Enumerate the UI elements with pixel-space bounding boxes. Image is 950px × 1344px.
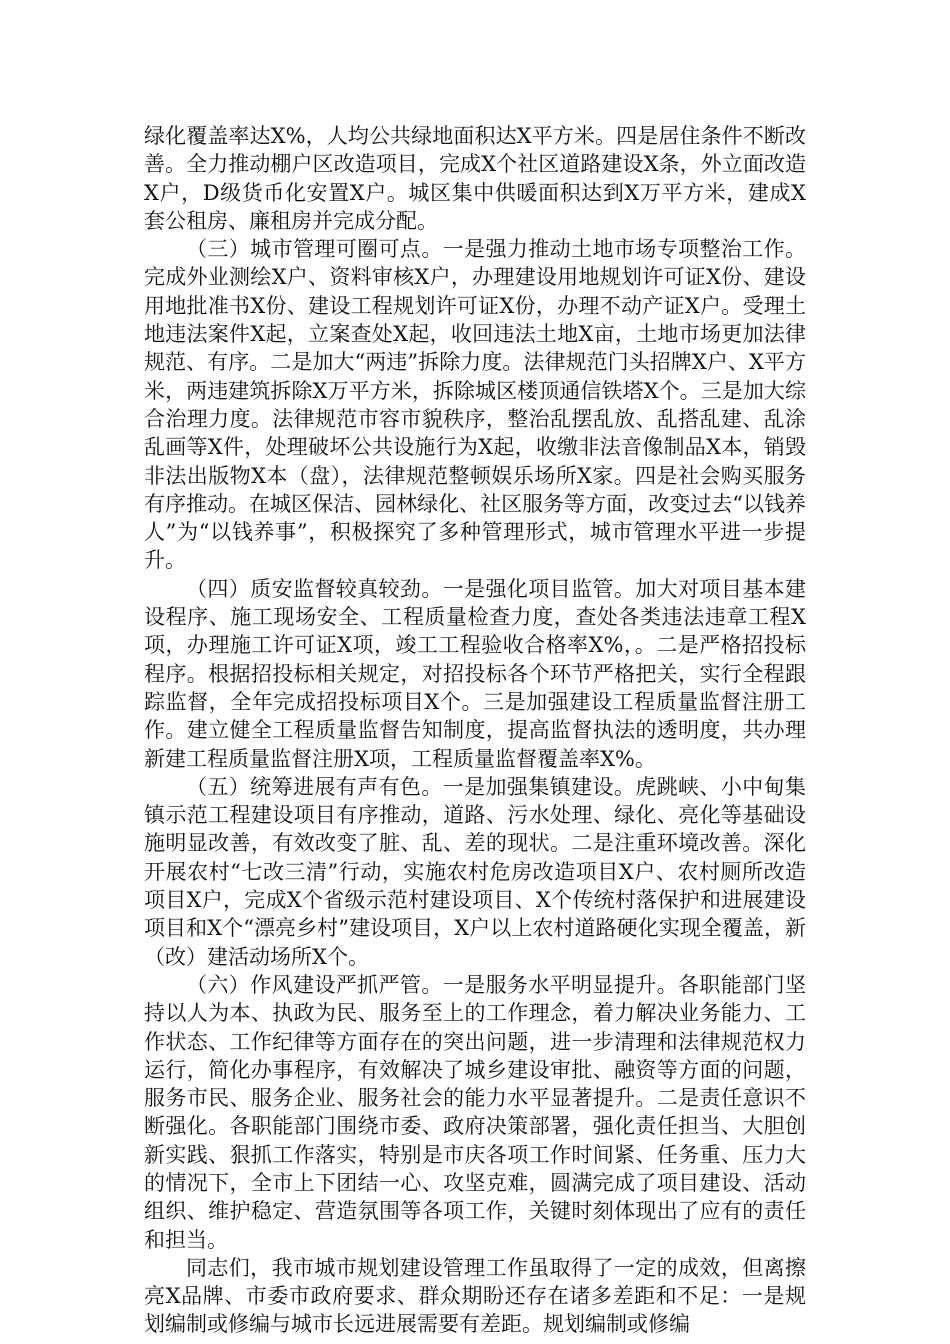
paragraph-shortcomings: 同志们，我市城市规划建设管理工作虽取得了一定的成效，但离擦亮X品牌、市委市政府要求、群众期盼还存在诸多差距和不足：一是规划编制或修编与城市长远进展需要有差距。规划编制或修编 xyxy=(144,1255,806,1337)
paragraph-greening-housing: 绿化覆盖率达X%，人均公共绿地面积达X平方米。四是居住条件不断改善。全力推动棚户区改造项目，完成X个社区道路建设X条，外立面改造X户，D级货币化安置X户。城区集中供暖面积达到X万平方米，建成X套公租房、廉租房并完成分配。 xyxy=(144,124,806,233)
paragraph-city-management: （三）城市管理可圈可点。一是强力推动土地市场专项整治工作。完成外业测绘X户、资料审核X户，办理建设用地规划许可证X份、建设用地批准书X份、建设工程规划许可证X份，办理不动产证X户。受理土地违法案件X起，立案查处X起，收回违法土地X亩，土地市场更加法律规范、有序。二是加大“两违”拆除力度。法律规范门头招牌X户、X平方米，两违建筑拆除X万平方米，拆除城区楼顶通信铁塔X个。三是加大综合治理力度。法律规范市容市貌秩序，整治乱摆乱放、乱搭乱建、乱涂乱画等X件，处理破坏公共设施行为X起，收缴非法音像制品X本，销毁非法出版物X本（盘），法律规范整顿娱乐场所X家。四是社会购买服务有序推动。在城区保洁、园林绿化、社区服务等方面，改变过去“以钱养人”为“以钱养事”，积极探究了多种管理形式，城市管理水平进一步提升。 xyxy=(144,237,806,573)
paragraph-work-style: （六）作风建设严抓严管。一是服务水平明显提升。各职能部门坚持以人为本、执政为民、服务至上的工作理念，着力解决业务能力、工作状态、工作纪律等方面存在的突出问题，进一步清理和法律规范权力运行，简化办事程序，有效解决了城乡建设审批、融资等方面的问题，服务市民、服务企业、服务社会的能力水平显著提升。二是责任意识不断强化。各职能部门围绕市委、政府决策部署，强化责任担当、大胆创新实践、狠抓工作落实，特别是市庆各项工作时间紧、任务重、压力大的情况下，全市上下团结一心、攻坚克难，圆满完成了项目建设、活动组织、维护稳定、营造氛围等各项工作，关键时刻体现出了应有的责任和担当。 xyxy=(144,972,806,1252)
paragraph-quality-safety-supervision: （四）质安监督较真较劲。一是强化项目监管。加大对项目基本建设程序、施工现场安全、工程质量检查力度，查处各类违法违章工程X项，办理施工许可证X项，竣工工程验收合格率X%，。二是严格招投标程序。根据招投标相关规定，对招投标各个环节严格把关，实行全程跟踪监督，全年完成招投标项目X个。三是加强建设工程质量监督注册工作。建立健全工程质量监督告知制度，提高监督执法的透明度，共办理新建工程质量监督注册X项，工程质量监督覆盖率X%。 xyxy=(144,576,806,771)
document-page xyxy=(144,122,806,1339)
paragraph-coordinated-development: （五）统筹进展有声有色。一是加强集镇建设。虎跳峡、小中甸集镇示范工程建设项目有序推动，道路、污水处理、绿化、亮化等基础设施明显改善，有效改变了脏、乱、差的现状。二是注重环境改善。深化开展农村“七改三清”行动，实施农村危房改造项目X户、农村厕所改造项目X户，完成X个省级示范村建设项目、X个传统村落保护和进展建设项目和X个“漂亮乡村”建设项目，X户以上农村道路硬化实现全覆盖，新（改）建活动场所X个。 xyxy=(144,774,806,969)
